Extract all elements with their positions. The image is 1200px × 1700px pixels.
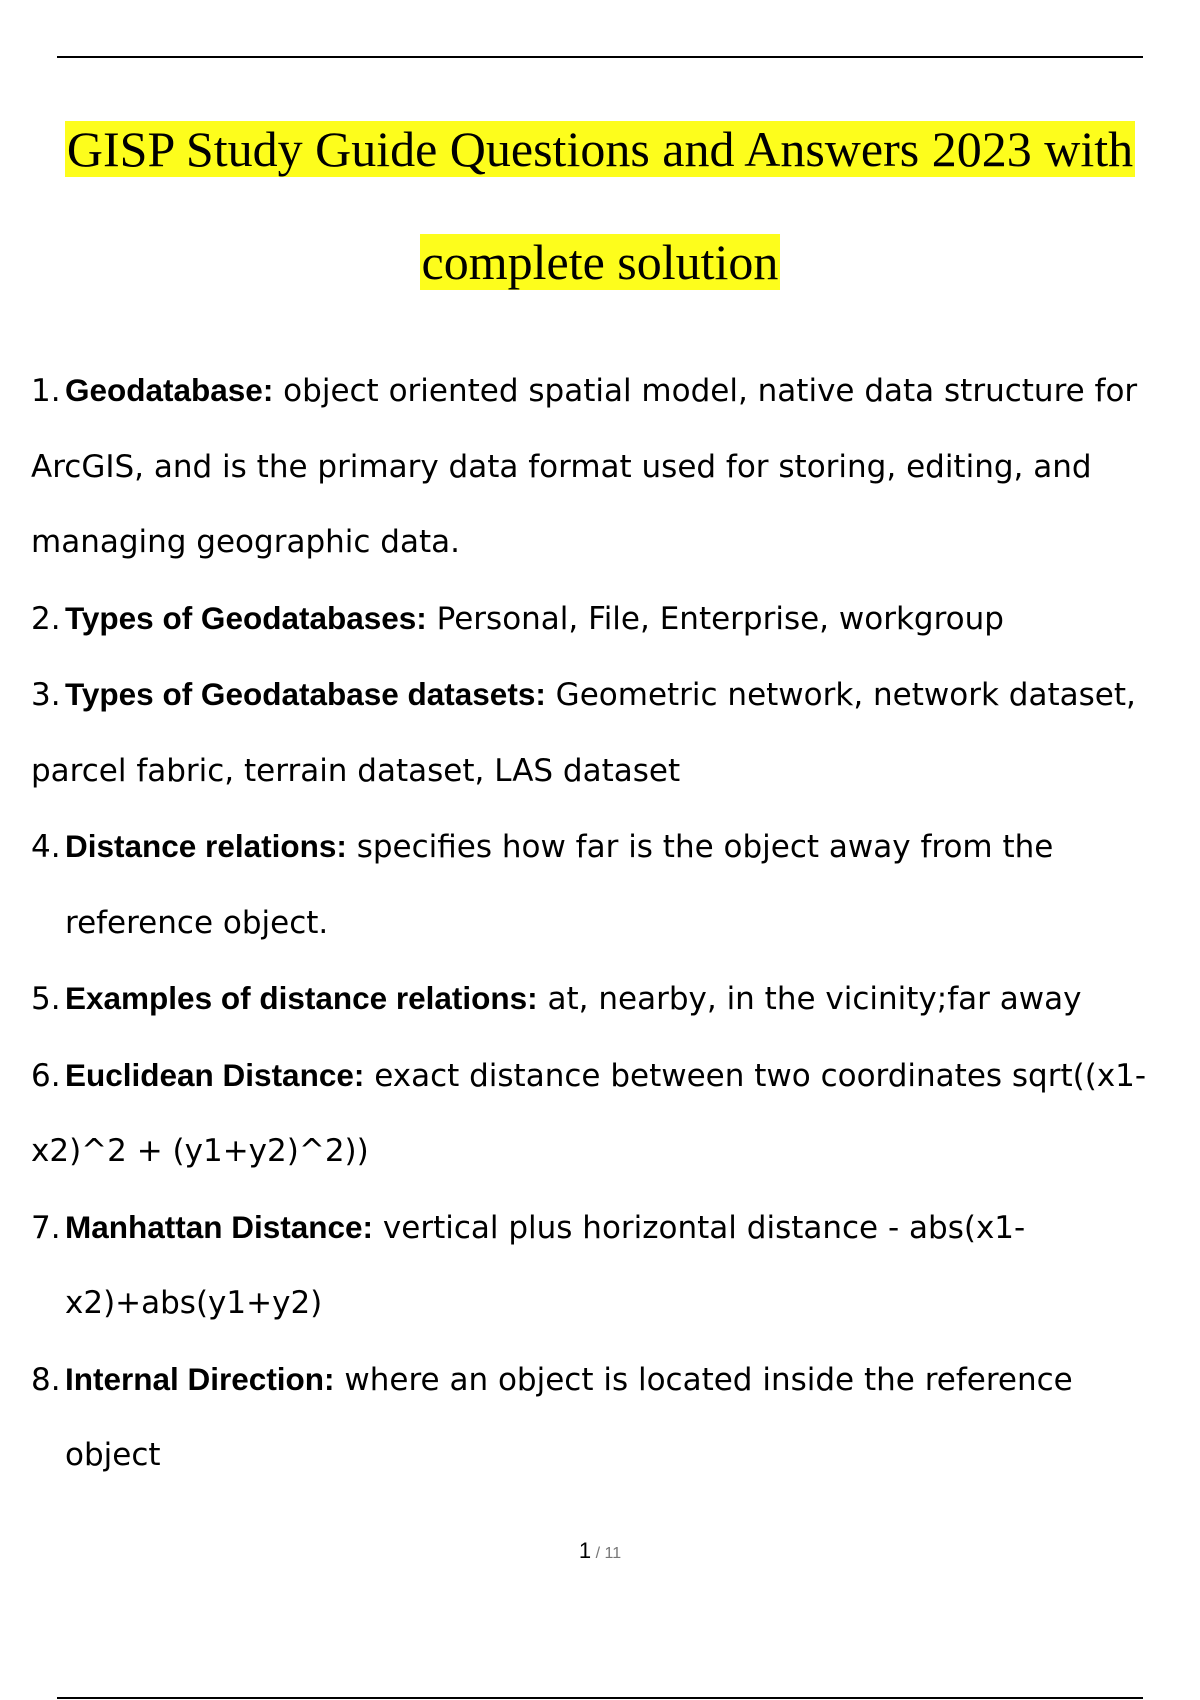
item-term: Euclidean Distance:: [65, 1056, 365, 1093]
list-item: [31, 1038, 1181, 1190]
item-definition: specifies how far is the object away from the: [346, 829, 1054, 865]
item-definition: Personal, File, Enterprise, workgroup: [426, 600, 1004, 637]
item-number: 6.: [31, 1057, 61, 1094]
question-list: [31, 353, 1181, 1494]
title-line-2: complete solution: [421, 234, 779, 290]
page-separator: /: [595, 1545, 601, 1562]
item-number: 7.: [31, 1209, 61, 1246]
item-definition: Geometric network, network dataset,: [545, 677, 1136, 713]
item-number: 1.: [31, 373, 61, 409]
item-term: Types of Geodatabase datasets:: [65, 676, 546, 712]
page-number: [0, 1538, 1200, 1564]
document-title: [0, 118, 1200, 344]
item-definition: vertical plus horizontal distance - abs(x1-: [373, 1209, 1026, 1246]
item-definition: exact distance between two coordinates sqrt((x1-: [364, 1057, 1147, 1094]
list-item: [31, 353, 1181, 581]
item-term: Geodatabase:: [65, 372, 274, 408]
title-line-1: GISP Study Guide Questions and Answers 2023 with: [66, 121, 1134, 177]
item-definition-cont: ArcGIS, and is the primary data format used for storing, editing, and: [31, 448, 1092, 485]
item-term: Manhattan Distance:: [65, 1208, 374, 1245]
total-pages: 11: [604, 1545, 622, 1562]
list-item: [31, 809, 1181, 961]
list-item: [31, 1190, 1181, 1342]
item-definition-cont: managing geographic data.: [31, 524, 460, 560]
item-definition-cont: x2)^2 + (y1+y2)^2)): [31, 1133, 369, 1169]
item-number: 4.: [31, 829, 61, 865]
current-page: 1: [578, 1538, 592, 1563]
item-number: 3.: [31, 677, 61, 713]
list-item: [31, 657, 1181, 809]
list-item: [31, 581, 1181, 658]
item-number: 2.: [31, 600, 61, 637]
item-definition: at, nearby, in the vicinity;far away: [537, 981, 1082, 1017]
bottom-rule: [57, 1697, 1143, 1699]
item-number: 8.: [31, 1361, 61, 1398]
item-definition-cont: parcel fabric, terrain dataset, LAS dataset: [31, 752, 681, 789]
item-definition-cont: reference object.: [65, 904, 329, 941]
item-definition: object oriented spatial model, native data structure for: [273, 373, 1138, 409]
item-definition-cont: x2)+abs(y1+y2): [65, 1285, 323, 1321]
list-item: [31, 1342, 1181, 1494]
item-term: Internal Direction:: [65, 1360, 335, 1397]
item-number: 5.: [31, 981, 61, 1017]
top-rule: [57, 56, 1143, 58]
item-definition-cont: object: [65, 1437, 161, 1473]
item-definition: where an object is located inside the reference: [334, 1361, 1073, 1398]
item-term: Types of Geodatabases:: [65, 599, 427, 636]
list-item: [31, 961, 1181, 1038]
item-term: Distance relations:: [65, 828, 347, 864]
item-term: Examples of distance relations:: [65, 980, 538, 1016]
